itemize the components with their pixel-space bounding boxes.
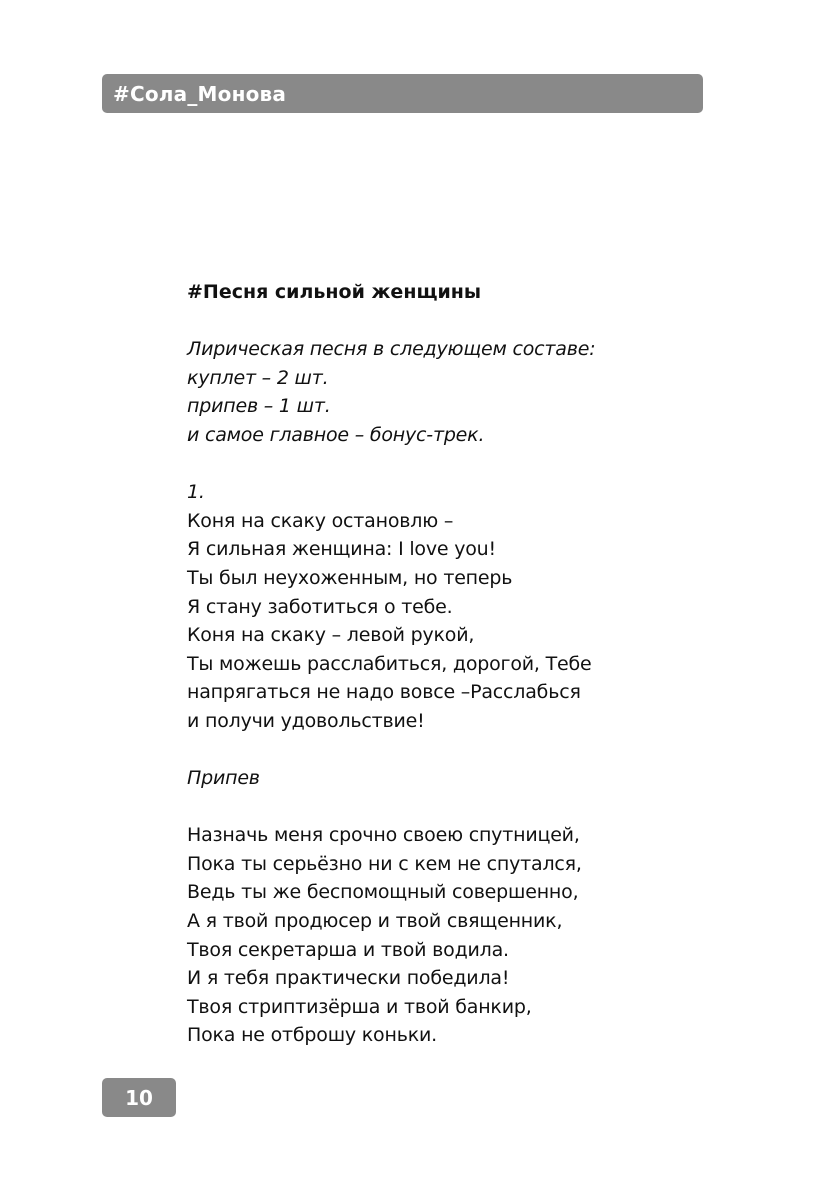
verse-number: 1. [187, 481, 205, 504]
page-number-badge [102, 1078, 176, 1117]
verse-1 [187, 478, 707, 735]
page-content [187, 278, 707, 1050]
intro-line: и самое главное – бонус-трек. [187, 423, 485, 446]
author-hashtag: #Сола_Монова [113, 81, 287, 106]
chorus [187, 821, 707, 1050]
page-number: 10 [125, 1085, 153, 1110]
chorus-label: Припев [187, 767, 260, 790]
chorus-line: Твоя стриптизёрша и твой банкир, [187, 995, 532, 1018]
verse-line: Я сильная женщина: I love you! [187, 538, 496, 561]
chorus-line: И я тебя практически победила! [187, 967, 510, 990]
intro-line: припев – 1 шт. [187, 395, 331, 418]
intro-line: куплет – 2 шт. [187, 366, 329, 389]
verse-line: Коня на скаку – левой рукой, [187, 624, 475, 647]
chorus-label-block [187, 764, 707, 793]
chorus-line: Пока не отброшу коньки. [187, 1024, 437, 1047]
song-title: #Песня сильной женщины [187, 281, 482, 303]
chorus-line: А я твой продюсер и твой священник, [187, 910, 563, 933]
running-header [102, 74, 703, 113]
intro-line: Лирическая песня в следующем составе: [187, 338, 596, 361]
verse-line: Ты можешь расслабиться, дорогой, Тебе [187, 652, 592, 675]
chorus-line: Пока ты серьёзно ни с кем не спутался, [187, 852, 582, 875]
chorus-line: Ведь ты же беспомощный совершенно, [187, 881, 579, 904]
song-intro [187, 335, 707, 449]
verse-line: Коня на скаку остановлю – [187, 509, 454, 532]
verse-line: и получи удовольствие! [187, 709, 425, 732]
verse-line: напрягаться не надо вовсе –Расслабься [187, 681, 581, 704]
verse-line: Ты был неухоженным, но теперь [187, 566, 513, 589]
verse-line: Я стану заботиться о тебе. [187, 595, 453, 618]
chorus-line: Назначь меня срочно своею спутницей, [187, 824, 580, 847]
chorus-line: Твоя секретарша и твой водила. [187, 938, 509, 961]
